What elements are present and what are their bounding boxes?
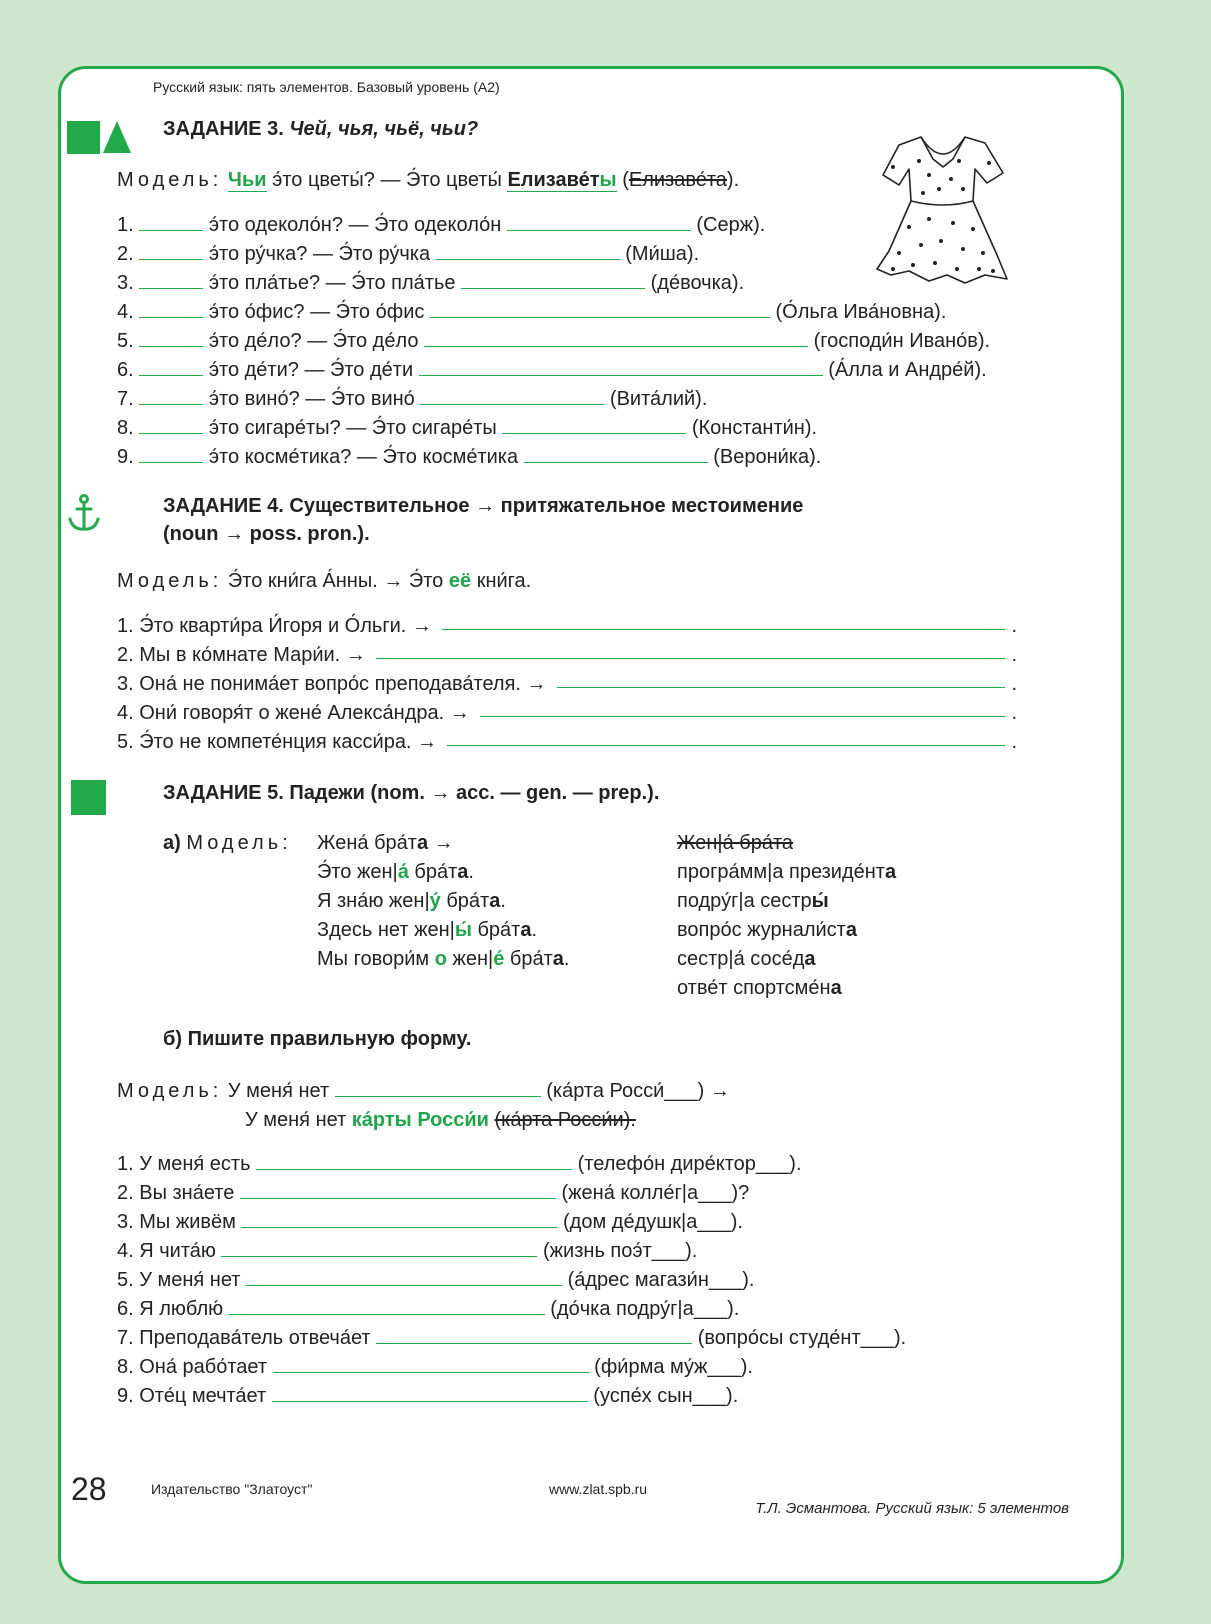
answer-blank[interactable]	[139, 387, 203, 405]
item-number: 5.	[117, 330, 134, 352]
publisher: Издательство "Златоуст"	[151, 1481, 313, 1497]
answer-blank[interactable]	[557, 670, 1006, 688]
period: .	[1011, 731, 1017, 753]
answer-blank[interactable]	[221, 1239, 537, 1257]
part-b-list	[117, 1150, 906, 1411]
book-credit: Т.Л. Эсмантова. Русский язык: 5 элементов	[755, 1500, 1069, 1517]
period: .	[1011, 702, 1017, 724]
model-word: Модель:	[186, 832, 292, 854]
answer-blank[interactable]	[139, 300, 203, 318]
exercise-phrase-text: програ́мм|а президе́нт	[677, 861, 885, 883]
task3-item	[117, 356, 990, 385]
item-number: 1.	[117, 214, 134, 236]
model-answer-ending: ы	[599, 169, 617, 191]
item-sentence: 5. Э́то не компете́нция касси́ра. →	[117, 731, 438, 753]
model-sentence-end: кни́га.	[476, 570, 532, 592]
item-hint: (жена́ колле́г|а___)?	[561, 1182, 750, 1204]
model-green-word: Чьи	[227, 169, 267, 191]
model-hint: (ка́рта Росси́___) →	[546, 1080, 730, 1102]
model-text: У меня́ нет	[245, 1109, 347, 1131]
item-question: э́то косме́тика? — Э́то косме́тика	[208, 446, 519, 468]
page-number: 28	[71, 1471, 107, 1507]
item-question: э́то сигаре́ты? — Э́то сигаре́ты	[208, 417, 497, 439]
task4-item	[117, 728, 1017, 757]
item-hint: (вопро́сы студе́нт___).	[697, 1327, 907, 1349]
task3-label: ЗАДАНИЕ 3.	[163, 118, 284, 140]
item-sentence: 4. Я чита́ю	[117, 1240, 216, 1262]
answer-blank[interactable]	[430, 300, 770, 318]
task3-item	[117, 240, 990, 269]
model-line-text: Мы говори́м	[317, 948, 430, 970]
task4-model	[117, 567, 531, 596]
exercise-phrase: Жен|а́ бра́та	[677, 832, 794, 854]
task5-model-label	[163, 829, 292, 858]
part-b-item	[117, 1295, 906, 1324]
answer-blank[interactable]	[246, 1268, 562, 1286]
item-sentence: 6. Я люблю́	[117, 1298, 224, 1320]
answer-blank[interactable]	[272, 1384, 588, 1402]
model-sentence: Э́то кни́га А́нны. → Э́то	[227, 570, 444, 592]
exercise-phrase: отве́т спортсме́на	[677, 977, 842, 999]
model-line-text: Я зна́ю жен	[317, 890, 425, 912]
answer-blank[interactable]	[502, 416, 686, 434]
worksheet-page	[58, 66, 1124, 1584]
model-line: Здесь нет жен|ы́ бра́та.	[317, 919, 538, 941]
model-line: Я зна́ю жен|у́ бра́та.	[317, 890, 506, 912]
item-number: 9.	[117, 446, 134, 468]
task3-item	[117, 269, 990, 298]
task3-item	[117, 327, 990, 356]
part-b-model	[117, 1077, 730, 1135]
model-text: У меня́ нет	[227, 1080, 330, 1102]
item-sentence: 3. Она́ не понима́ет вопро́с преподава́теля. →	[117, 673, 547, 695]
model-line: Э́то жен|а́ бра́та.	[317, 861, 474, 883]
model-question: э́то цветы́? — Э́то цветы́	[272, 169, 502, 191]
item-question: э́то одеколо́н? — Э́то одеколо́н	[208, 214, 502, 236]
task4-list	[117, 612, 1017, 757]
square-marker-icon	[71, 780, 106, 815]
triangle-marker-icon	[103, 121, 131, 153]
item-sentence: 5. У меня́ нет	[117, 1269, 241, 1291]
model-line: Жена́ бра́та →	[317, 832, 454, 854]
item-sentence: 2. Вы зна́ете	[117, 1182, 235, 1204]
item-hint: (Верони́ка).	[713, 446, 822, 468]
model-line-text: Э́то жен	[317, 861, 393, 883]
answer-blank[interactable]	[480, 699, 1006, 717]
square-marker-icon	[67, 121, 100, 154]
answer-blank[interactable]	[139, 329, 203, 347]
anchor-icon	[67, 494, 101, 534]
item-number: 8.	[117, 417, 134, 439]
model-word: Модель:	[117, 1080, 223, 1102]
task5-title: Падежи (nom. → acc. — gen. — prep.).	[289, 782, 660, 804]
item-hint: (А́лла и Андре́й).	[828, 359, 987, 381]
answer-blank[interactable]	[376, 1326, 692, 1344]
item-question: э́то де́ло? — Э́то де́ло	[208, 330, 419, 352]
task4-label: ЗАДАНИЕ 4.	[163, 495, 284, 517]
part-b-item	[117, 1382, 906, 1411]
item-hint: (Серж).	[696, 214, 766, 236]
model-strike: (ка́рта Росси́и).	[494, 1109, 636, 1131]
task3-title: Чей, чья, чьё, чьи?	[289, 118, 479, 140]
model-line: Мы говори́м о жен|е́ бра́та.	[317, 948, 570, 970]
item-hint: (Вита́лий).	[609, 388, 708, 410]
answer-blank[interactable]	[273, 1355, 589, 1373]
answer-blank[interactable]	[139, 445, 203, 463]
task4-heading	[163, 492, 803, 548]
task5-label: ЗАДАНИЕ 5.	[163, 782, 284, 804]
item-question: э́то пла́тье? — Э́то пла́тье	[208, 272, 456, 294]
answer-blank[interactable]	[256, 1152, 572, 1170]
part-b-item	[117, 1353, 906, 1382]
model-answer-stem: Елизаве́т	[507, 169, 600, 191]
model-line	[117, 1077, 730, 1106]
exercise-phrase: сестр|а́ сосе́да	[677, 948, 816, 970]
task5-exercise-column	[677, 829, 896, 1003]
part-b-item	[117, 1266, 906, 1295]
task3-item	[117, 298, 990, 327]
exercise-phrase-text: вопро́с журнали́ст	[677, 919, 846, 941]
item-number: 7.	[117, 388, 134, 410]
item-sentence: 9. Оте́ц мечта́ет	[117, 1385, 267, 1407]
model-green-word: её	[448, 570, 472, 592]
task5-model-lines	[317, 829, 569, 974]
item-hint: (а́дрес магази́н___).	[567, 1269, 755, 1291]
item-sentence: 2. Мы в ко́мнате Мари́и. →	[117, 644, 366, 666]
answer-blank[interactable]	[461, 271, 645, 289]
period: .	[1011, 644, 1017, 666]
exercise-phrase-text: сестр|а́ сосе́д	[677, 948, 805, 970]
answer-blank[interactable]	[507, 213, 691, 231]
item-hint: (де́вочка).	[650, 272, 745, 294]
item-hint: (до́чка подру́г|а___).	[550, 1298, 740, 1320]
paren-close: ).	[726, 169, 740, 191]
item-sentence: 4. Они́ говоря́т о жене́ Алекса́ндра. →	[117, 702, 470, 724]
task3-item	[117, 414, 990, 443]
model-line-text: Жена́ бра́т	[317, 832, 417, 854]
task3-item	[117, 211, 990, 240]
part-b-item	[117, 1237, 906, 1266]
item-hint: (О́льга Ива́новна).	[775, 301, 947, 323]
answer-blank[interactable]	[139, 416, 203, 434]
item-question: э́то де́ти? — Э́то де́ти	[208, 359, 414, 381]
task4-item	[117, 612, 1017, 641]
exercise-phrase-text: подру́г|а сестр	[677, 890, 812, 912]
task3-item	[117, 443, 990, 472]
answer-blank[interactable]	[229, 1297, 545, 1315]
answer-blank[interactable]	[139, 213, 203, 231]
part-b-item	[117, 1324, 906, 1353]
dress-illustration	[869, 131, 1019, 291]
exercise-phrase: вопро́с журнали́ста	[677, 919, 857, 941]
item-sentence: 8. Она́ рабо́тает	[117, 1356, 268, 1378]
item-sentence: 7. Преподава́тель отвеча́ет	[117, 1327, 371, 1349]
model-line-text: Здесь нет жен	[317, 919, 450, 941]
part-b-title: б) Пишите правильную форму.	[163, 1028, 472, 1050]
item-number: 6.	[117, 359, 134, 381]
answer-blank[interactable]	[420, 387, 604, 405]
item-question: э́то ру́чка? — Э́то ру́чка	[208, 243, 431, 265]
task3-model	[117, 166, 739, 195]
task4-item	[117, 641, 1017, 670]
item-hint: (жизнь поэ́т___).	[543, 1240, 698, 1262]
task3-heading	[163, 118, 478, 141]
task4-item	[117, 670, 1017, 699]
model-strike: Елизаве́та	[628, 169, 727, 191]
series-title: Русский язык: пять элементов. Базовый уровень (А2)	[153, 79, 500, 95]
item-number: 4.	[117, 301, 134, 323]
task4-subtitle: (noun → poss. pron.).	[163, 523, 370, 545]
answer-blank[interactable]	[424, 329, 808, 347]
period: .	[1011, 673, 1017, 695]
item-number: 3.	[117, 272, 134, 294]
task3-list	[117, 211, 990, 472]
answer-blank[interactable]	[139, 358, 203, 376]
item-hint: (успе́х сын___).	[593, 1385, 739, 1407]
exercise-phrase: подру́г|а сестры́	[677, 890, 829, 912]
model-line	[117, 1106, 730, 1135]
model-word: Модель:	[117, 169, 223, 191]
task4-title: Существительное → притяжательное местоимение	[289, 495, 804, 517]
paren-open: (	[622, 169, 629, 191]
answer-blank[interactable]	[419, 358, 823, 376]
task5-heading	[163, 782, 659, 805]
part-b-item	[117, 1179, 906, 1208]
answer-blank[interactable]	[376, 641, 1006, 659]
task3-item	[117, 385, 990, 414]
item-hint: (господи́н Ивано́в).	[813, 330, 991, 352]
item-hint: (Константи́н).	[691, 417, 818, 439]
item-sentence: 1. Э́то кварти́ра И́горя и О́льги. →	[117, 615, 432, 637]
answer-blank[interactable]	[524, 445, 708, 463]
item-hint: (дом де́душк|а___).	[563, 1211, 743, 1233]
task4-item	[117, 699, 1017, 728]
item-question: э́то о́фис? — Э́то о́фис	[208, 301, 425, 323]
answer-blank[interactable]	[139, 242, 203, 260]
item-question: э́то вино́? — Э́то вино́	[208, 388, 415, 410]
model-word: Модель:	[117, 570, 223, 592]
answer-blank[interactable]	[447, 728, 1005, 746]
answer-blank[interactable]	[240, 1181, 556, 1199]
exercise-phrase-text: отве́т спортсме́н	[677, 977, 831, 999]
answer-blank[interactable]	[139, 271, 203, 289]
publisher-url: www.zlat.spb.ru	[549, 1481, 648, 1497]
answer-blank[interactable]	[335, 1079, 541, 1097]
item-hint: (фи́рма му́ж___).	[594, 1356, 753, 1378]
part-a-label: а)	[163, 832, 181, 854]
item-sentence: 1. У меня́ есть	[117, 1153, 251, 1175]
exercise-phrase: програ́мм|а президе́нта	[677, 861, 897, 883]
answer-blank[interactable]	[436, 242, 620, 260]
item-sentence: 3. Мы живём	[117, 1211, 236, 1233]
part-b-item	[117, 1150, 906, 1179]
item-hint: (телефо́н дире́ктор___).	[577, 1153, 802, 1175]
model-green-answer: ка́рты Росси́и	[351, 1109, 489, 1131]
item-number: 2.	[117, 243, 134, 265]
period: .	[1011, 615, 1017, 637]
part-b-item	[117, 1208, 906, 1237]
item-hint: (Ми́ша).	[625, 243, 700, 265]
answer-blank[interactable]	[442, 612, 1006, 630]
answer-blank[interactable]	[241, 1210, 557, 1228]
